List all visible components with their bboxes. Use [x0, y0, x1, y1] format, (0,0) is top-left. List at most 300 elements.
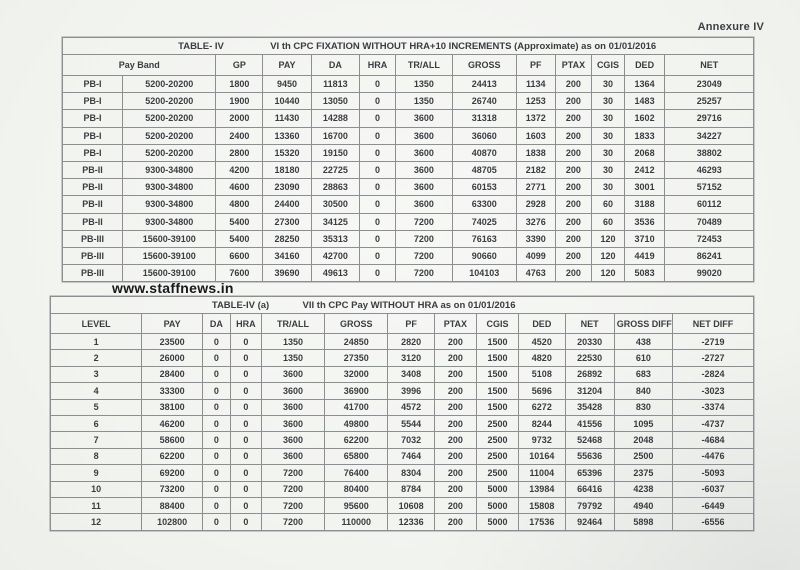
- cell: 0: [202, 399, 230, 415]
- cell: 26892: [565, 366, 614, 382]
- cell: 90660: [452, 247, 516, 264]
- cell: 7464: [388, 448, 434, 464]
- cell: 1602: [624, 110, 665, 127]
- cell: 200: [434, 465, 476, 481]
- cell: 104103: [452, 265, 516, 282]
- cell: 4: [51, 383, 142, 399]
- table-row: [63, 127, 754, 144]
- cell: 62200: [142, 448, 202, 464]
- cell: 5200-20200: [123, 144, 216, 161]
- cell: PB-III: [63, 247, 123, 264]
- cell: 3600: [396, 161, 453, 178]
- cell: 8244: [519, 415, 565, 431]
- column-header-gp: GP: [216, 55, 263, 76]
- cell: 9300-34800: [123, 213, 216, 230]
- cell: PB-II: [63, 213, 123, 230]
- cell: 36060: [452, 127, 516, 144]
- cell: 48705: [452, 161, 516, 178]
- cell: 0: [230, 465, 261, 481]
- cell: 2412: [624, 161, 665, 178]
- cell: 683: [614, 366, 672, 382]
- column-header-tr-all: TR/ALL: [396, 55, 453, 76]
- cell: 41700: [325, 399, 388, 415]
- cell: 65396: [565, 465, 614, 481]
- cell: 7200: [396, 230, 453, 247]
- cell: PB-I: [63, 144, 123, 161]
- cell: 15600-39100: [123, 247, 216, 264]
- cell: 4800: [216, 196, 263, 213]
- cell: PB-II: [63, 179, 123, 196]
- column-header-level: LEVEL: [51, 314, 142, 334]
- cell: 4099: [516, 247, 555, 264]
- cell: 102800: [142, 514, 202, 530]
- cell: 2: [51, 350, 142, 366]
- cell: 200: [555, 213, 592, 230]
- cell: 3600: [396, 144, 453, 161]
- table-row: [51, 481, 754, 497]
- cell: 1500: [476, 383, 518, 399]
- cell: 31318: [452, 110, 516, 127]
- cell: 4940: [614, 497, 672, 513]
- cell: 3276: [516, 213, 555, 230]
- cell: 38100: [142, 399, 202, 415]
- cell: 0: [202, 497, 230, 513]
- cell: 1483: [624, 93, 665, 110]
- cell: 4238: [614, 481, 672, 497]
- cell: 0: [202, 383, 230, 399]
- cell: 46200: [142, 415, 202, 431]
- cell: 76163: [452, 230, 516, 247]
- cell: 5544: [388, 415, 434, 431]
- cell: 18180: [263, 161, 311, 178]
- cell: 120: [592, 247, 624, 264]
- table1-title-cell: [63, 38, 754, 55]
- cell: 200: [434, 350, 476, 366]
- cell: 3600: [261, 366, 324, 382]
- cell: 95600: [325, 497, 388, 513]
- column-header-cgis: CGIS: [592, 55, 624, 76]
- table-row: [63, 161, 754, 178]
- cell: 7600: [216, 265, 263, 282]
- cell: 30: [592, 179, 624, 196]
- table-row: [51, 497, 754, 513]
- cell: 1372: [516, 110, 555, 127]
- cell: 5898: [614, 514, 672, 530]
- cell: 80400: [325, 481, 388, 497]
- cell: 60153: [452, 179, 516, 196]
- cell: 66416: [565, 481, 614, 497]
- cell: 0: [202, 334, 230, 350]
- table2-header-row: [51, 314, 754, 334]
- cell: 6272: [519, 399, 565, 415]
- cell: 0: [230, 383, 261, 399]
- cell: 0: [230, 334, 261, 350]
- column-header-pay: PAY: [263, 55, 311, 76]
- table-row: [51, 366, 754, 382]
- cell: 1500: [476, 399, 518, 415]
- cell: 5: [51, 399, 142, 415]
- cell: 34125: [311, 213, 359, 230]
- table-row: [51, 383, 754, 399]
- cell: 26740: [452, 93, 516, 110]
- table-row: [51, 399, 754, 415]
- column-header-ptax: PTAX: [555, 55, 592, 76]
- cell: 2771: [516, 179, 555, 196]
- cell: -2719: [673, 334, 754, 350]
- cell: 9732: [519, 432, 565, 448]
- cell: 52468: [565, 432, 614, 448]
- cell: -2727: [673, 350, 754, 366]
- cell: 22530: [565, 350, 614, 366]
- column-header-pf: PF: [388, 314, 434, 334]
- cell: 7200: [261, 514, 324, 530]
- cell: 4763: [516, 265, 555, 282]
- cell: 3536: [624, 213, 665, 230]
- cell: 27350: [325, 350, 388, 366]
- cell: 72453: [665, 230, 754, 247]
- cell: -4476: [673, 448, 754, 464]
- cell: 1603: [516, 127, 555, 144]
- table2-title-row: [51, 297, 754, 314]
- cell: 7032: [388, 432, 434, 448]
- vii-cpc-pay-table: [50, 296, 754, 531]
- cell: 7200: [261, 481, 324, 497]
- column-header-ded: DED: [519, 314, 565, 334]
- cell: 69200: [142, 465, 202, 481]
- cell: 86241: [665, 247, 754, 264]
- table-row: [51, 334, 754, 350]
- cell: 31204: [565, 383, 614, 399]
- cell: 11: [51, 497, 142, 513]
- cell: 2820: [388, 334, 434, 350]
- cell: 73200: [142, 481, 202, 497]
- cell: 0: [230, 366, 261, 382]
- cell: 0: [360, 213, 396, 230]
- cell: 200: [555, 230, 592, 247]
- cell: 200: [555, 179, 592, 196]
- cell: 60112: [665, 196, 754, 213]
- cell: 34160: [263, 247, 311, 264]
- table-row: [51, 415, 754, 431]
- table2-title: VII th CPC Pay WITHOUT HRA as on 01/01/2016: [302, 299, 516, 311]
- cell: 92464: [565, 514, 614, 530]
- cell: 6600: [216, 247, 263, 264]
- column-header-net: NET: [665, 55, 754, 76]
- column-header-gross: GROSS: [452, 55, 516, 76]
- column-header-net: NET: [565, 314, 614, 334]
- table-row: [51, 514, 754, 530]
- cell: 60: [592, 213, 624, 230]
- cell: 16700: [311, 127, 359, 144]
- cell: 39690: [263, 265, 311, 282]
- cell: 30: [592, 161, 624, 178]
- cell: 15320: [263, 144, 311, 161]
- cell: 8304: [388, 465, 434, 481]
- cell: 3600: [396, 127, 453, 144]
- cell: 12: [51, 514, 142, 530]
- cell: 7200: [396, 247, 453, 264]
- column-header-hra: HRA: [230, 314, 261, 334]
- cell: 40870: [452, 144, 516, 161]
- cell: 0: [360, 265, 396, 282]
- cell: 58600: [142, 432, 202, 448]
- cell: 3120: [388, 350, 434, 366]
- cell: 79792: [565, 497, 614, 513]
- cell: 9: [51, 465, 142, 481]
- cell: 9300-34800: [123, 161, 216, 178]
- cell: 34227: [665, 127, 754, 144]
- cell: 0: [202, 350, 230, 366]
- cell: PB-II: [63, 196, 123, 213]
- cell: 10608: [388, 497, 434, 513]
- cell: 0: [202, 514, 230, 530]
- column-header-da: DA: [311, 55, 359, 76]
- cell: 9300-34800: [123, 196, 216, 213]
- table-row: [63, 110, 754, 127]
- cell: 0: [360, 230, 396, 247]
- cell: 0: [230, 399, 261, 415]
- cell: 200: [434, 399, 476, 415]
- table2-title-cell: [51, 297, 754, 314]
- cell: 42700: [311, 247, 359, 264]
- cell: 0: [230, 350, 261, 366]
- cell: 0: [202, 481, 230, 497]
- cell: 3600: [261, 415, 324, 431]
- table-row: [51, 432, 754, 448]
- table-row: [63, 93, 754, 110]
- cell: 8784: [388, 481, 434, 497]
- cell: 3710: [624, 230, 665, 247]
- cell: 3600: [261, 383, 324, 399]
- cell: 63300: [452, 196, 516, 213]
- column-header-hra: HRA: [360, 55, 396, 76]
- cell: 200: [434, 432, 476, 448]
- cell: -4684: [673, 432, 754, 448]
- cell: 23500: [142, 334, 202, 350]
- cell: 1095: [614, 415, 672, 431]
- cell: 0: [360, 76, 396, 93]
- cell: 1350: [396, 76, 453, 93]
- cell: 0: [230, 432, 261, 448]
- cell: 4419: [624, 247, 665, 264]
- cell: 5083: [624, 265, 665, 282]
- cell: 1364: [624, 76, 665, 93]
- cell: 2048: [614, 432, 672, 448]
- cell: 3001: [624, 179, 665, 196]
- cell: 0: [360, 247, 396, 264]
- cell: 0: [230, 448, 261, 464]
- cell: -6556: [673, 514, 754, 530]
- cell: PB-I: [63, 127, 123, 144]
- cell: 41556: [565, 415, 614, 431]
- cell: 200: [555, 265, 592, 282]
- cell: 5200-20200: [123, 110, 216, 127]
- cell: 0: [360, 179, 396, 196]
- cell: 0: [202, 432, 230, 448]
- cell: 830: [614, 399, 672, 415]
- cell: 200: [434, 497, 476, 513]
- cell: 10440: [263, 93, 311, 110]
- cell: 120: [592, 265, 624, 282]
- cell: 200: [434, 366, 476, 382]
- cell: 1500: [476, 366, 518, 382]
- cell: 88400: [142, 497, 202, 513]
- cell: 15600-39100: [123, 265, 216, 282]
- column-header-tr-all: TR/ALL: [261, 314, 324, 334]
- cell: 30500: [311, 196, 359, 213]
- staffnews-watermark: www.staffnews.in: [112, 280, 234, 296]
- cell: 0: [230, 497, 261, 513]
- cell: 23049: [665, 76, 754, 93]
- vi-cpc-fixation-table: [62, 37, 754, 282]
- cell: 0: [230, 415, 261, 431]
- cell: 1900: [216, 93, 263, 110]
- cell: 4820: [519, 350, 565, 366]
- cell: 200: [434, 334, 476, 350]
- cell: 49800: [325, 415, 388, 431]
- cell: 28400: [142, 366, 202, 382]
- cell: 7200: [396, 213, 453, 230]
- cell: 3600: [261, 399, 324, 415]
- cell: -5093: [673, 465, 754, 481]
- cell: 200: [555, 161, 592, 178]
- cell: 12336: [388, 514, 434, 530]
- table-row: [51, 465, 754, 481]
- cell: 2928: [516, 196, 555, 213]
- cell: 30: [592, 93, 624, 110]
- cell: 1253: [516, 93, 555, 110]
- cell: 15808: [519, 497, 565, 513]
- cell: 26000: [142, 350, 202, 366]
- cell: 36900: [325, 383, 388, 399]
- cell: 1500: [476, 334, 518, 350]
- table-row: [63, 179, 754, 196]
- cell: 10164: [519, 448, 565, 464]
- cell: 2500: [476, 465, 518, 481]
- table-row: [63, 230, 754, 247]
- cell: 200: [555, 93, 592, 110]
- cell: 3188: [624, 196, 665, 213]
- cell: 15600-39100: [123, 230, 216, 247]
- cell: 5000: [476, 514, 518, 530]
- cell: 17536: [519, 514, 565, 530]
- cell: 6: [51, 415, 142, 431]
- cell: 7200: [261, 465, 324, 481]
- cell: PB-II: [63, 161, 123, 178]
- cell: 0: [360, 144, 396, 161]
- cell: 200: [434, 448, 476, 464]
- cell: 30: [592, 144, 624, 161]
- cell: 11430: [263, 110, 311, 127]
- column-header-ded: DED: [624, 55, 665, 76]
- cell: 5200-20200: [123, 93, 216, 110]
- cell: PB-I: [63, 76, 123, 93]
- cell: 200: [434, 383, 476, 399]
- cell: 14288: [311, 110, 359, 127]
- column-header-net-diff: NET DIFF: [673, 314, 754, 334]
- cell: 5400: [216, 213, 263, 230]
- cell: 5696: [519, 383, 565, 399]
- cell: 2800: [216, 144, 263, 161]
- column-header-pf: PF: [516, 55, 555, 76]
- table-row: [51, 350, 754, 366]
- cell: 25257: [665, 93, 754, 110]
- cell: 0: [202, 366, 230, 382]
- cell: 2500: [476, 415, 518, 431]
- cell: PB-I: [63, 93, 123, 110]
- cell: 1134: [516, 76, 555, 93]
- cell: 0: [230, 481, 261, 497]
- cell: 0: [202, 465, 230, 481]
- cell: 28863: [311, 179, 359, 196]
- cell: 11813: [311, 76, 359, 93]
- column-header-ptax: PTAX: [434, 314, 476, 334]
- cell: 1500: [476, 350, 518, 366]
- cell: 5108: [519, 366, 565, 382]
- cell: 5200-20200: [123, 76, 216, 93]
- cell: 3600: [396, 179, 453, 196]
- cell: 3408: [388, 366, 434, 382]
- cell: 120: [592, 230, 624, 247]
- cell: 13050: [311, 93, 359, 110]
- cell: 2182: [516, 161, 555, 178]
- cell: 13984: [519, 481, 565, 497]
- cell: 1833: [624, 127, 665, 144]
- cell: 7: [51, 432, 142, 448]
- cell: 1350: [261, 334, 324, 350]
- cell: 4200: [216, 161, 263, 178]
- cell: 35313: [311, 230, 359, 247]
- annexure-label: Annexure IV: [697, 21, 764, 33]
- cell: 23090: [263, 179, 311, 196]
- cell: 5000: [476, 497, 518, 513]
- column-header-gross: GROSS: [325, 314, 388, 334]
- cell: 2500: [476, 448, 518, 464]
- column-header-da: DA: [202, 314, 230, 334]
- cell: 99020: [665, 265, 754, 282]
- cell: 20330: [565, 334, 614, 350]
- cell: 2400: [216, 127, 263, 144]
- cell: 5000: [476, 481, 518, 497]
- cell: 110000: [325, 514, 388, 530]
- cell: 2375: [614, 465, 672, 481]
- cell: 840: [614, 383, 672, 399]
- cell: 24850: [325, 334, 388, 350]
- cell: 7200: [261, 497, 324, 513]
- cell: 1800: [216, 76, 263, 93]
- cell: 200: [434, 415, 476, 431]
- cell: 29716: [665, 110, 754, 127]
- cell: 4520: [519, 334, 565, 350]
- cell: 70489: [665, 213, 754, 230]
- cell: PB-III: [63, 265, 123, 282]
- cell: 200: [555, 196, 592, 213]
- cell: 438: [614, 334, 672, 350]
- cell: -2824: [673, 366, 754, 382]
- column-header-gross-diff: GROSS DIFF: [614, 314, 672, 334]
- cell: 0: [360, 110, 396, 127]
- table-row: [63, 76, 754, 93]
- cell: 0: [360, 161, 396, 178]
- table-row: [51, 448, 754, 464]
- cell: 3996: [388, 383, 434, 399]
- cell: 5200-20200: [123, 127, 216, 144]
- cell: 35428: [565, 399, 614, 415]
- cell: 76400: [325, 465, 388, 481]
- cell: 32000: [325, 366, 388, 382]
- cell: 0: [202, 415, 230, 431]
- cell: 0: [202, 448, 230, 464]
